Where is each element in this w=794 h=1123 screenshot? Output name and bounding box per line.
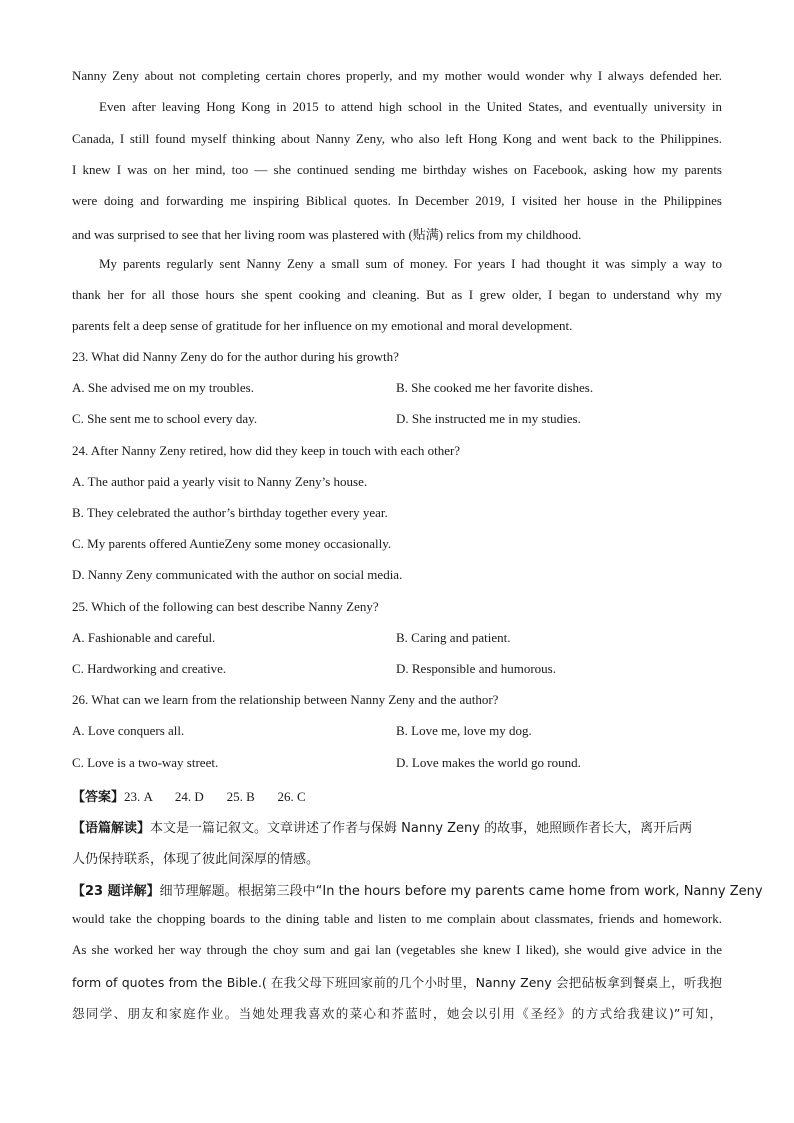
question-25-stem: 25. Which of the following can best describe Nanny Zeny?: [72, 599, 379, 614]
question-24-stem: 24. After Nanny Zeny retired, how did they keep in touch with each other?: [72, 443, 461, 458]
explanation-23-label: 【23 题详解】: [72, 884, 160, 899]
answer-label: 【答案】: [72, 790, 125, 805]
question-26-stem: 26. What can we learn from the relationship between Nanny Zeny and the author?: [72, 692, 499, 707]
passage-line-1: Nanny Zeny about not completing certain chores properly, and my mother would wonder why I always defended her.: [72, 68, 722, 83]
question-24-option-b: B. They celebrated the author’s birthday together every year.: [72, 505, 388, 520]
interpretation-text-1: 本文是一篇记叙文。文章讲述了作者与保姆 Nanny Zeny 的故事，她照顾作者长大，离开后两: [150, 821, 693, 836]
passage-line-5: were doing and forwarding me inspiring Biblical quotes. In December 2019, I visited her house in the Philippines: [72, 193, 722, 208]
question-24-option-a: A. The author paid a yearly visit to Nanny Zeny’s house.: [72, 474, 368, 489]
explanation-23-line-5: 怨同学、朋友和家庭作业。当她处理我喜欢的菜心和芥蓝时，她会以引用《圣经》的方式给我建议)”可知，: [72, 1006, 722, 1021]
question-25-option-b: B. Caring and patient.: [396, 630, 511, 645]
question-25-option-c: C. Hardworking and creative.: [72, 661, 227, 676]
question-25-option-a: A. Fashionable and careful.: [72, 630, 216, 645]
passage-line-7: My parents regularly sent Nanny Zeny a small sum of money. For years I had thought it was simply a way to: [99, 256, 722, 271]
passage-line-3: Canada, I still found myself thinking about Nanny Zeny, who also left Hong Kong and went back to the Philippines.: [72, 131, 722, 146]
answer-keys: 23. A 24. D 25. B 26. C: [124, 789, 306, 804]
question-23-option-b: B. She cooked me her favorite dishes.: [396, 380, 594, 395]
passage-line-9: parents felt a deep sense of gratitude for her influence on my emotional and moral development.: [72, 318, 573, 333]
explanation-23-text-1: 细节理解题。根据第三段中“In the hours before my parents came home from work, Nanny Zeny: [159, 884, 763, 899]
question-24-option-c: C. My parents offered AuntieZeny some money occasionally.: [72, 536, 392, 551]
question-26-option-b: B. Love me, love my dog.: [396, 723, 532, 738]
explanation-23-line-4: form of quotes from the Bible.( 在我父母下班回家前的几个小时里，Nanny Zeny 会把砧板拿到餐桌上，听我抱: [72, 975, 722, 990]
interpretation-label: 【语篇解读】: [72, 821, 151, 836]
explanation-23-line-2: would take the chopping boards to the dining table and listen to me complain about classmates, friends and homework.: [72, 911, 722, 926]
explanation-23-line-1: [72, 880, 763, 899]
passage-line-4: I knew I was on her mind, too — she continued sending me birthday wishes on Facebook, asking how my parents: [72, 162, 722, 177]
question-26-option-d: D. Love makes the world go round.: [396, 755, 581, 770]
question-23-option-c: C. She sent me to school every day.: [72, 411, 258, 426]
answer-line: [72, 786, 306, 805]
explanation-23-line-3: As she worked her way through the choy sum and gai lan (vegetables she knew I liked), she would give advice in the: [72, 942, 722, 957]
passage-line-6: and was surprised to see that her living room was plastered with (贴满) relics from my childhood.: [72, 227, 582, 242]
question-24-option-d: D. Nanny Zeny communicated with the author on social media.: [72, 567, 403, 582]
question-26-option-a: A. Love conquers all.: [72, 723, 185, 738]
question-25-option-d: D. Responsible and humorous.: [396, 661, 556, 676]
question-23-stem: 23. What did Nanny Zeny do for the author during his growth?: [72, 349, 399, 364]
question-23-option-d: D. She instructed me in my studies.: [396, 411, 581, 426]
question-23-option-a: A. She advised me on my troubles.: [72, 380, 254, 395]
question-26-option-c: C. Love is a two-way street.: [72, 755, 219, 770]
interpretation-line-1: [72, 817, 722, 836]
interpretation-line-2: 人仍保持联系，体现了彼此间深厚的情感。: [72, 852, 320, 867]
passage-line-8: thank her for all those hours she spent cooking and cleaning. But as I grew older, I began to understand why my: [72, 287, 722, 302]
passage-line-2: Even after leaving Hong Kong in 2015 to attend high school in the United States, and eventually university in: [99, 99, 722, 114]
